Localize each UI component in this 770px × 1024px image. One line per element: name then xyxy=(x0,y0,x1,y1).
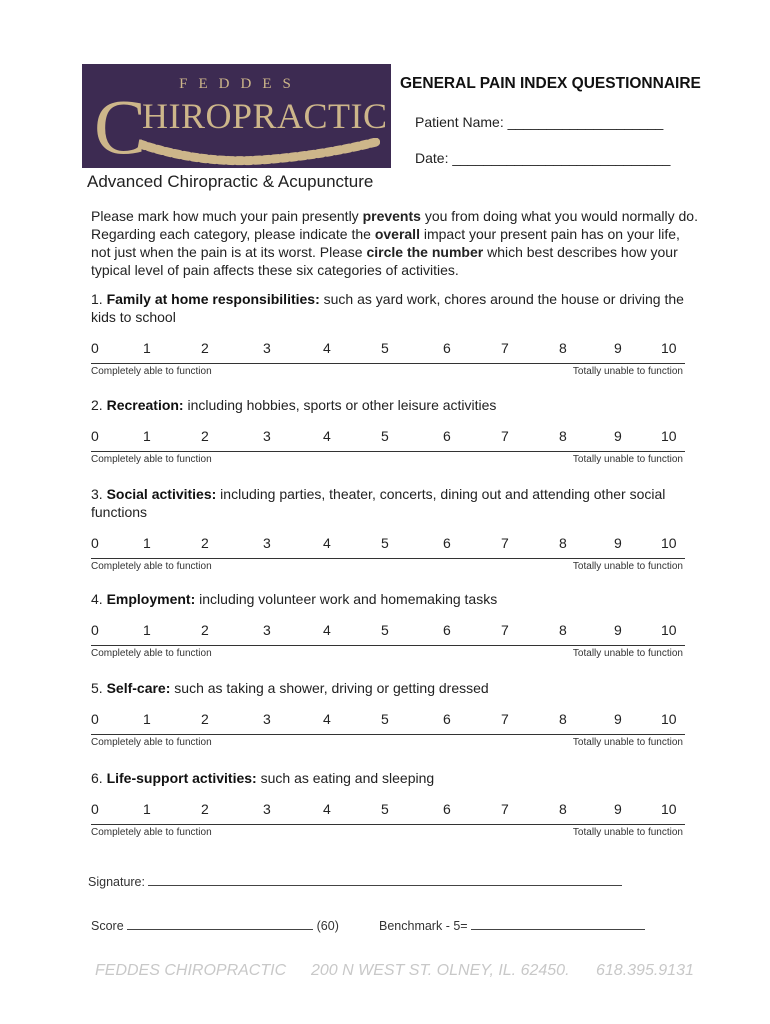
question-3 xyxy=(91,485,691,572)
rating-option-7[interactable]: 7 xyxy=(501,535,509,551)
rating-option-5[interactable]: 5 xyxy=(381,622,389,638)
rating-option-7[interactable]: 7 xyxy=(501,340,509,356)
rating-option-10[interactable]: 10 xyxy=(661,535,677,551)
rating-option-6[interactable]: 6 xyxy=(443,340,451,356)
rating-option-8[interactable]: 8 xyxy=(559,711,567,727)
rating-option-9[interactable]: 9 xyxy=(614,428,622,444)
question-text xyxy=(91,485,691,521)
rating-option-10[interactable]: 10 xyxy=(661,801,677,817)
signature-label: Signature: xyxy=(88,875,145,889)
rating-scale xyxy=(91,622,691,642)
rating-option-10[interactable]: 10 xyxy=(661,711,677,727)
rating-option-8[interactable]: 8 xyxy=(559,622,567,638)
rating-option-2[interactable]: 2 xyxy=(201,711,209,727)
rating-option-4[interactable]: 4 xyxy=(323,428,331,444)
rating-option-7[interactable]: 7 xyxy=(501,622,509,638)
rating-option-1[interactable]: 1 xyxy=(143,801,151,817)
question-description: including hobbies, sports or other leisure activities xyxy=(183,397,497,413)
rating-option-2[interactable]: 2 xyxy=(201,622,209,638)
scale-anchor-left: Completely able to function xyxy=(91,648,212,659)
rating-option-6[interactable]: 6 xyxy=(443,535,451,551)
question-number: 4. xyxy=(91,591,103,607)
rating-option-0[interactable]: 0 xyxy=(91,711,99,727)
rating-scale xyxy=(91,340,691,360)
signature-field[interactable] xyxy=(88,874,622,889)
spine-icon xyxy=(140,138,380,168)
question-title: Recreation: xyxy=(106,397,184,413)
rating-option-2[interactable]: 2 xyxy=(201,801,209,817)
rating-option-7[interactable]: 7 xyxy=(501,801,509,817)
rating-option-5[interactable]: 5 xyxy=(381,428,389,444)
rating-option-2[interactable]: 2 xyxy=(201,535,209,551)
rating-option-0[interactable]: 0 xyxy=(91,622,99,638)
signature-line[interactable] xyxy=(148,874,622,886)
question-title: Employment: xyxy=(106,591,196,607)
rating-option-9[interactable]: 9 xyxy=(614,622,622,638)
score-label: Score xyxy=(91,919,124,933)
rating-option-9[interactable]: 9 xyxy=(614,535,622,551)
rating-scale xyxy=(91,801,691,821)
patient-name-field[interactable]: Patient Name: ____________________ xyxy=(415,114,664,130)
rating-option-10[interactable]: 10 xyxy=(661,340,677,356)
rating-option-1[interactable]: 1 xyxy=(143,711,151,727)
rating-option-3[interactable]: 3 xyxy=(263,622,271,638)
question-description: including parties, theater, concerts, dining out and attending other social functions xyxy=(91,486,666,520)
question-5 xyxy=(91,679,691,748)
question-title: Self-care: xyxy=(106,680,171,696)
rating-option-8[interactable]: 8 xyxy=(559,340,567,356)
question-description: including volunteer work and homemaking tasks xyxy=(195,591,498,607)
rating-option-9[interactable]: 9 xyxy=(614,801,622,817)
question-4 xyxy=(91,590,691,659)
benchmark-label: Benchmark - 5= xyxy=(379,919,468,933)
question-number: 1. xyxy=(91,291,103,307)
question-number: 6. xyxy=(91,770,103,786)
rating-option-1[interactable]: 1 xyxy=(143,535,151,551)
question-2 xyxy=(91,396,691,465)
instructions-paragraph: Please mark how much your pain presently prevents you from doing what you would normally do. Regarding each category, please indicate the overall impact your present pain has on your life, not just when the pain is at its worst. Please circle the number which best describes how your typical level of pain affects these six categories of activities. xyxy=(91,208,698,278)
scale-anchor-right: Totally unable to function xyxy=(572,737,683,748)
date-field[interactable]: Date: ____________________________ xyxy=(415,150,671,166)
rating-option-6[interactable]: 6 xyxy=(443,428,451,444)
rating-option-4[interactable]: 4 xyxy=(323,340,331,356)
footer-clinic-name: FEDDES CHIROPRACTIC xyxy=(95,962,287,979)
document-title: GENERAL PAIN INDEX QUESTIONNAIRE xyxy=(400,75,701,92)
logo-initial: C xyxy=(94,83,147,168)
question-6 xyxy=(91,769,691,838)
clinic-subtitle: Advanced Chiropractic & Acupuncture xyxy=(87,172,374,191)
scale-anchor-right: Totally unable to function xyxy=(572,648,683,659)
footer-phone: 618.395.9131 xyxy=(596,962,694,979)
benchmark-field[interactable] xyxy=(379,918,645,933)
rating-option-8[interactable]: 8 xyxy=(559,801,567,817)
score-total: (60) xyxy=(316,919,339,933)
question-title: Family at home responsibilities: xyxy=(106,291,320,307)
rating-option-7[interactable]: 7 xyxy=(501,428,509,444)
benchmark-line[interactable] xyxy=(471,918,645,930)
rating-option-10[interactable]: 10 xyxy=(661,428,677,444)
scale-rule xyxy=(91,558,685,559)
rating-option-10[interactable]: 10 xyxy=(661,622,677,638)
score-field[interactable] xyxy=(91,918,339,933)
score-line[interactable] xyxy=(127,918,313,930)
rating-option-4[interactable]: 4 xyxy=(323,711,331,727)
rating-option-1[interactable]: 1 xyxy=(143,428,151,444)
question-number: 5. xyxy=(91,680,103,696)
logo-top-text: FEDDES xyxy=(179,76,302,92)
rating-option-9[interactable]: 9 xyxy=(614,711,622,727)
rating-option-5[interactable]: 5 xyxy=(381,711,389,727)
scale-anchor-right: Totally unable to function xyxy=(572,454,683,465)
question-title: Social activities: xyxy=(106,486,217,502)
rating-option-4[interactable]: 4 xyxy=(323,535,331,551)
rating-option-9[interactable]: 9 xyxy=(614,340,622,356)
question-number: 3. xyxy=(91,486,103,502)
scale-anchor-left: Completely able to function xyxy=(91,366,212,377)
scale-rule xyxy=(91,645,685,646)
rating-option-8[interactable]: 8 xyxy=(559,535,567,551)
rating-option-3[interactable]: 3 xyxy=(263,340,271,356)
rating-option-6[interactable]: 6 xyxy=(443,711,451,727)
question-text xyxy=(91,769,691,787)
rating-option-0[interactable]: 0 xyxy=(91,801,99,817)
rating-option-1[interactable]: 1 xyxy=(143,340,151,356)
scale-rule xyxy=(91,363,685,364)
rating-option-0[interactable]: 0 xyxy=(91,535,99,551)
scale-anchor-left: Completely able to function xyxy=(91,561,212,572)
scale-anchor-left: Completely able to function xyxy=(91,827,212,838)
footer-address: 200 N WEST ST. OLNEY, IL. 62450. xyxy=(311,962,570,979)
logo-main-text: HIROPRACTIC xyxy=(142,96,388,136)
scale-anchor-right: Totally unable to function xyxy=(572,827,683,838)
question-description: such as taking a shower, driving or getting dressed xyxy=(170,680,489,696)
rating-option-3[interactable]: 3 xyxy=(263,535,271,551)
clinic-logo xyxy=(82,64,391,168)
scale-rule xyxy=(91,451,685,452)
question-text xyxy=(91,396,691,414)
rating-option-7[interactable]: 7 xyxy=(501,711,509,727)
rating-scale xyxy=(91,428,691,448)
rating-option-2[interactable]: 2 xyxy=(201,340,209,356)
question-text xyxy=(91,290,691,326)
question-text xyxy=(91,679,691,697)
rating-option-0[interactable]: 0 xyxy=(91,428,99,444)
rating-option-5[interactable]: 5 xyxy=(381,801,389,817)
scale-anchor-left: Completely able to function xyxy=(91,737,212,748)
question-title: Life-support activities: xyxy=(106,770,257,786)
rating-option-1[interactable]: 1 xyxy=(143,622,151,638)
rating-option-0[interactable]: 0 xyxy=(91,340,99,356)
scale-anchor-left: Completely able to function xyxy=(91,454,212,465)
rating-option-3[interactable]: 3 xyxy=(263,428,271,444)
scale-rule xyxy=(91,734,685,735)
rating-option-4[interactable]: 4 xyxy=(323,801,331,817)
rating-option-3[interactable]: 3 xyxy=(263,711,271,727)
scale-anchor-right: Totally unable to function xyxy=(572,561,683,572)
scale-rule xyxy=(91,824,685,825)
question-description: such as yard work, chores around the house or driving the kids to school xyxy=(91,291,684,325)
question-description: such as eating and sleeping xyxy=(256,770,435,786)
question-text xyxy=(91,590,691,608)
rating-option-4[interactable]: 4 xyxy=(323,622,331,638)
question-1 xyxy=(91,290,691,377)
rating-option-5[interactable]: 5 xyxy=(381,535,389,551)
scale-anchor-right: Totally unable to function xyxy=(572,366,683,377)
rating-scale xyxy=(91,711,691,731)
rating-option-2[interactable]: 2 xyxy=(201,428,209,444)
rating-option-6[interactable]: 6 xyxy=(443,801,451,817)
rating-option-5[interactable]: 5 xyxy=(381,340,389,356)
rating-option-8[interactable]: 8 xyxy=(559,428,567,444)
rating-option-3[interactable]: 3 xyxy=(263,801,271,817)
question-number: 2. xyxy=(91,397,103,413)
rating-scale xyxy=(91,535,691,555)
rating-option-6[interactable]: 6 xyxy=(443,622,451,638)
